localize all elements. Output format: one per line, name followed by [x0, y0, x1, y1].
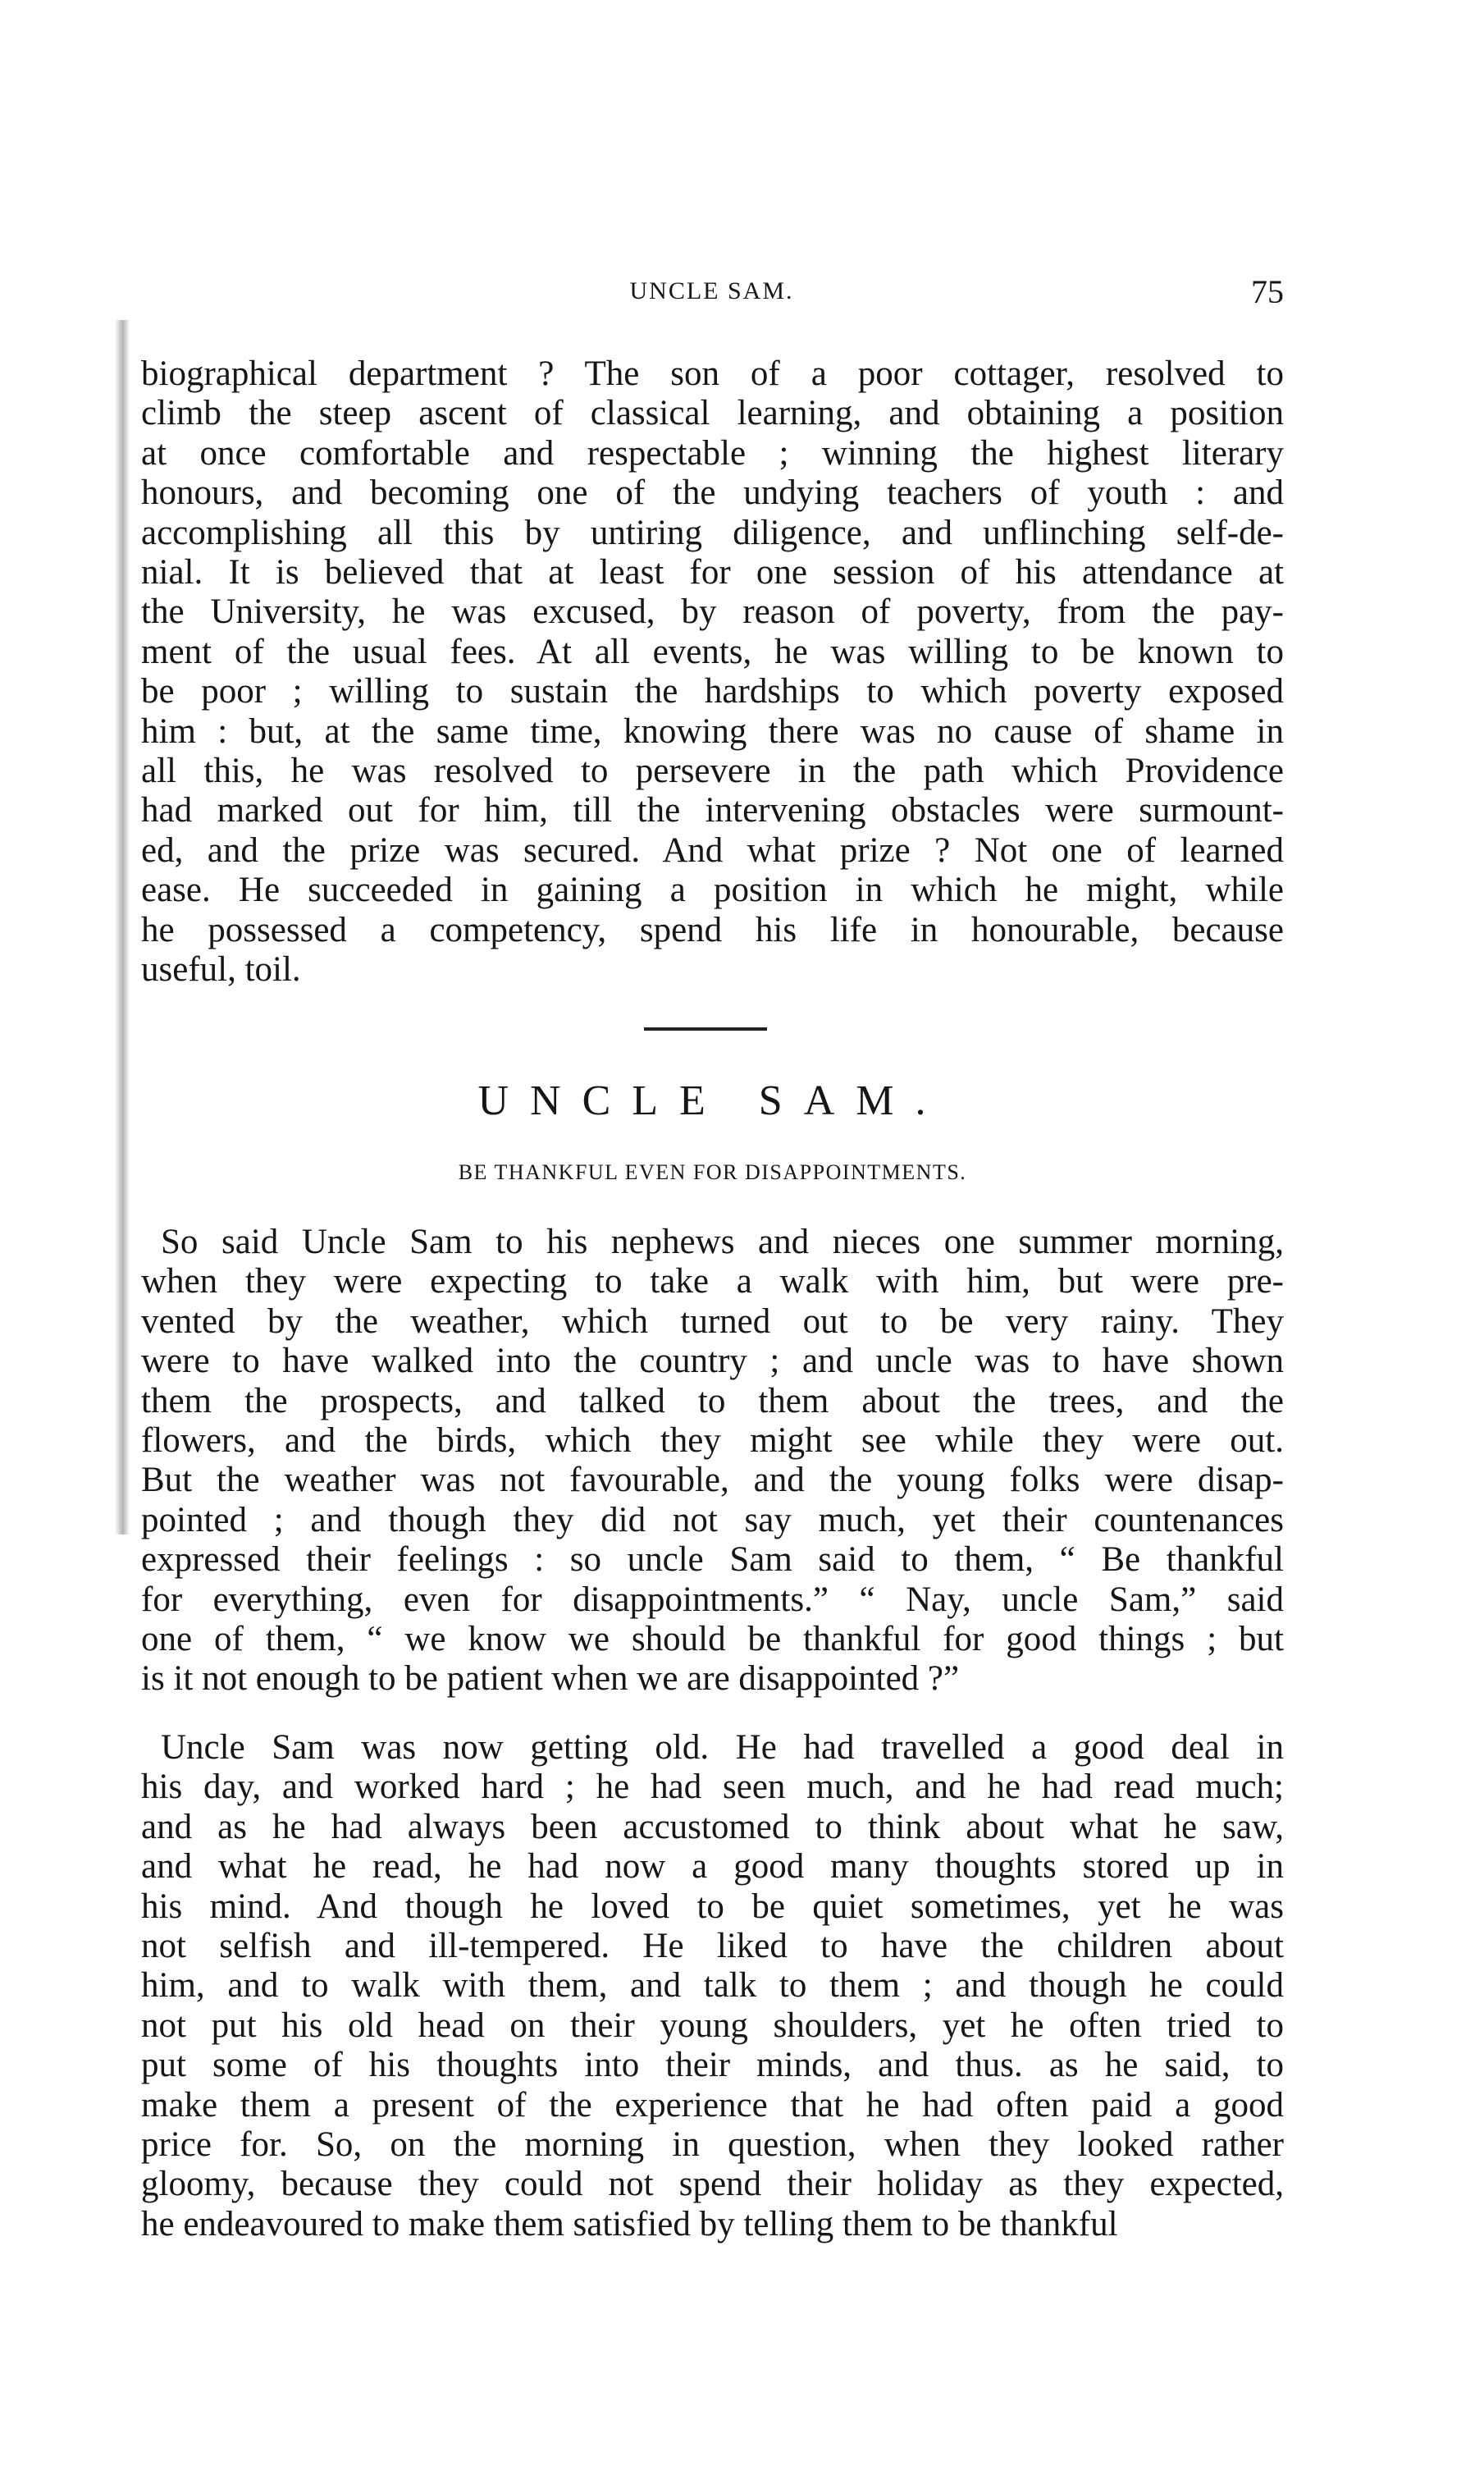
- text-line: So said Uncle Sam to his nephews and nieces one summer morning,: [161, 1223, 1284, 1261]
- text-line: for everything, even for disappointments.” “ Nay, uncle Sam,” said: [141, 1580, 1284, 1619]
- story-subtitle: BE THANKFUL EVEN FOR DISAPPOINTMENTS.: [458, 1160, 967, 1184]
- text-line: useful, toil.: [141, 950, 301, 990]
- text-line: him, and to walk with them, and talk to them ; and though he could: [141, 1966, 1284, 2006]
- running-head: [139, 273, 1284, 327]
- text-line: gloomy, because they could not spend their holiday as they expected,: [141, 2165, 1284, 2204]
- text-line: his mind. And though he loved to be quiet sometimes, yet he was: [141, 1887, 1284, 1926]
- section-divider-rule: [644, 1027, 767, 1031]
- page-number: 75: [1251, 273, 1284, 310]
- text-line: at once comfortable and respectable ; winning the highest literary: [141, 433, 1284, 473]
- text-line: the University, he was excused, by reason of poverty, from the pay-: [141, 592, 1284, 632]
- text-line: had marked out for him, till the intervening obstacles were surmount-: [141, 791, 1284, 830]
- text-line: Uncle Sam was now getting old. He had travelled a good deal in: [161, 1728, 1284, 1767]
- text-line: them the prospects, and talked to them about the trees, and the: [141, 1381, 1284, 1420]
- text-line: and as he had always been accustomed to think about what he saw,: [141, 1807, 1284, 1846]
- text-line: ment of the usual fees. At all events, he was willing to be known to: [141, 632, 1284, 671]
- paragraph-continued: [141, 354, 1284, 990]
- text-line: biographical department ? The son of a poor cottager, resolved to: [141, 354, 1284, 393]
- text-line: he possessed a competency, spend his life in honourable, because: [141, 910, 1284, 949]
- text-line: he endeavoured to make them satisfied by telling them to be thankful: [141, 2204, 1118, 2243]
- text-line: were to have walked into the country ; and uncle was to have shown: [141, 1342, 1284, 1381]
- text-line: price for. So, on the morning in question, when they looked rather: [141, 2125, 1284, 2165]
- text-line: make them a present of the experience that he had often paid a good: [141, 2085, 1284, 2125]
- text-line: flowers, and the birds, which they might see while they were out.: [141, 1421, 1284, 1461]
- text-line: his day, and worked hard ; he had seen much, and he had read much;: [141, 1768, 1284, 1807]
- text-line: accomplishing all this by untiring diligence, and unflinching self-de-: [141, 513, 1284, 552]
- text-line: expressed their feelings : so uncle Sam said to them, “ Be thankful: [141, 1540, 1284, 1580]
- binding-shadow: [115, 320, 130, 1535]
- text-line: nial. It is believed that at least for one session of his attendance at: [141, 553, 1284, 592]
- text-line: when they were expecting to take a walk with him, but were pre-: [141, 1262, 1284, 1301]
- text-line: climb the steep ascent of classical learning, and obtaining a position: [141, 394, 1284, 433]
- text-line: honours, and becoming one of the undying teachers of youth : and: [141, 473, 1284, 513]
- text-line: be poor ; willing to sustain the hardships to which poverty exposed: [141, 672, 1284, 711]
- text-line: all this, he was resolved to persevere in the path which Providence: [141, 752, 1284, 791]
- text-line: not selfish and ill-tempered. He liked to have the children about: [141, 1927, 1284, 1966]
- text-line: But the weather was not favourable, and the young folks were disap-: [141, 1461, 1284, 1500]
- running-head-title: UNCLE SAM.: [629, 277, 794, 304]
- text-line: him : but, at the same time, knowing there was no cause of shame in: [141, 711, 1284, 751]
- story-title: UNCLE SAM.: [477, 1077, 947, 1124]
- text-line: not put his old head on their young shoulders, yet he often tried to: [141, 2006, 1284, 2045]
- text-line: pointed ; and though they did not say much, yet their countenances: [141, 1500, 1284, 1539]
- text-line: one of them, “ we know we should be thankful for good things ; but: [141, 1620, 1284, 1659]
- text-line: is it not enough to be patient when we are disappointed ?”: [141, 1659, 960, 1699]
- paragraph-opening: [141, 1223, 1284, 1699]
- text-line: vented by the weather, which turned out to be very rainy. They: [141, 1301, 1284, 1341]
- text-line: ed, and the prize was secured. And what prize ? Not one of learned: [141, 830, 1284, 870]
- text-line: ease. He succeeded in gaining a position in which he might, while: [141, 871, 1284, 910]
- paragraph-uncle-sam: [141, 1728, 1284, 2244]
- text-line: put some of his thoughts into their minds, and thus. as he said, to: [141, 2046, 1284, 2085]
- text-line: and what he read, he had now a good many thoughts stored up in: [141, 1847, 1284, 1887]
